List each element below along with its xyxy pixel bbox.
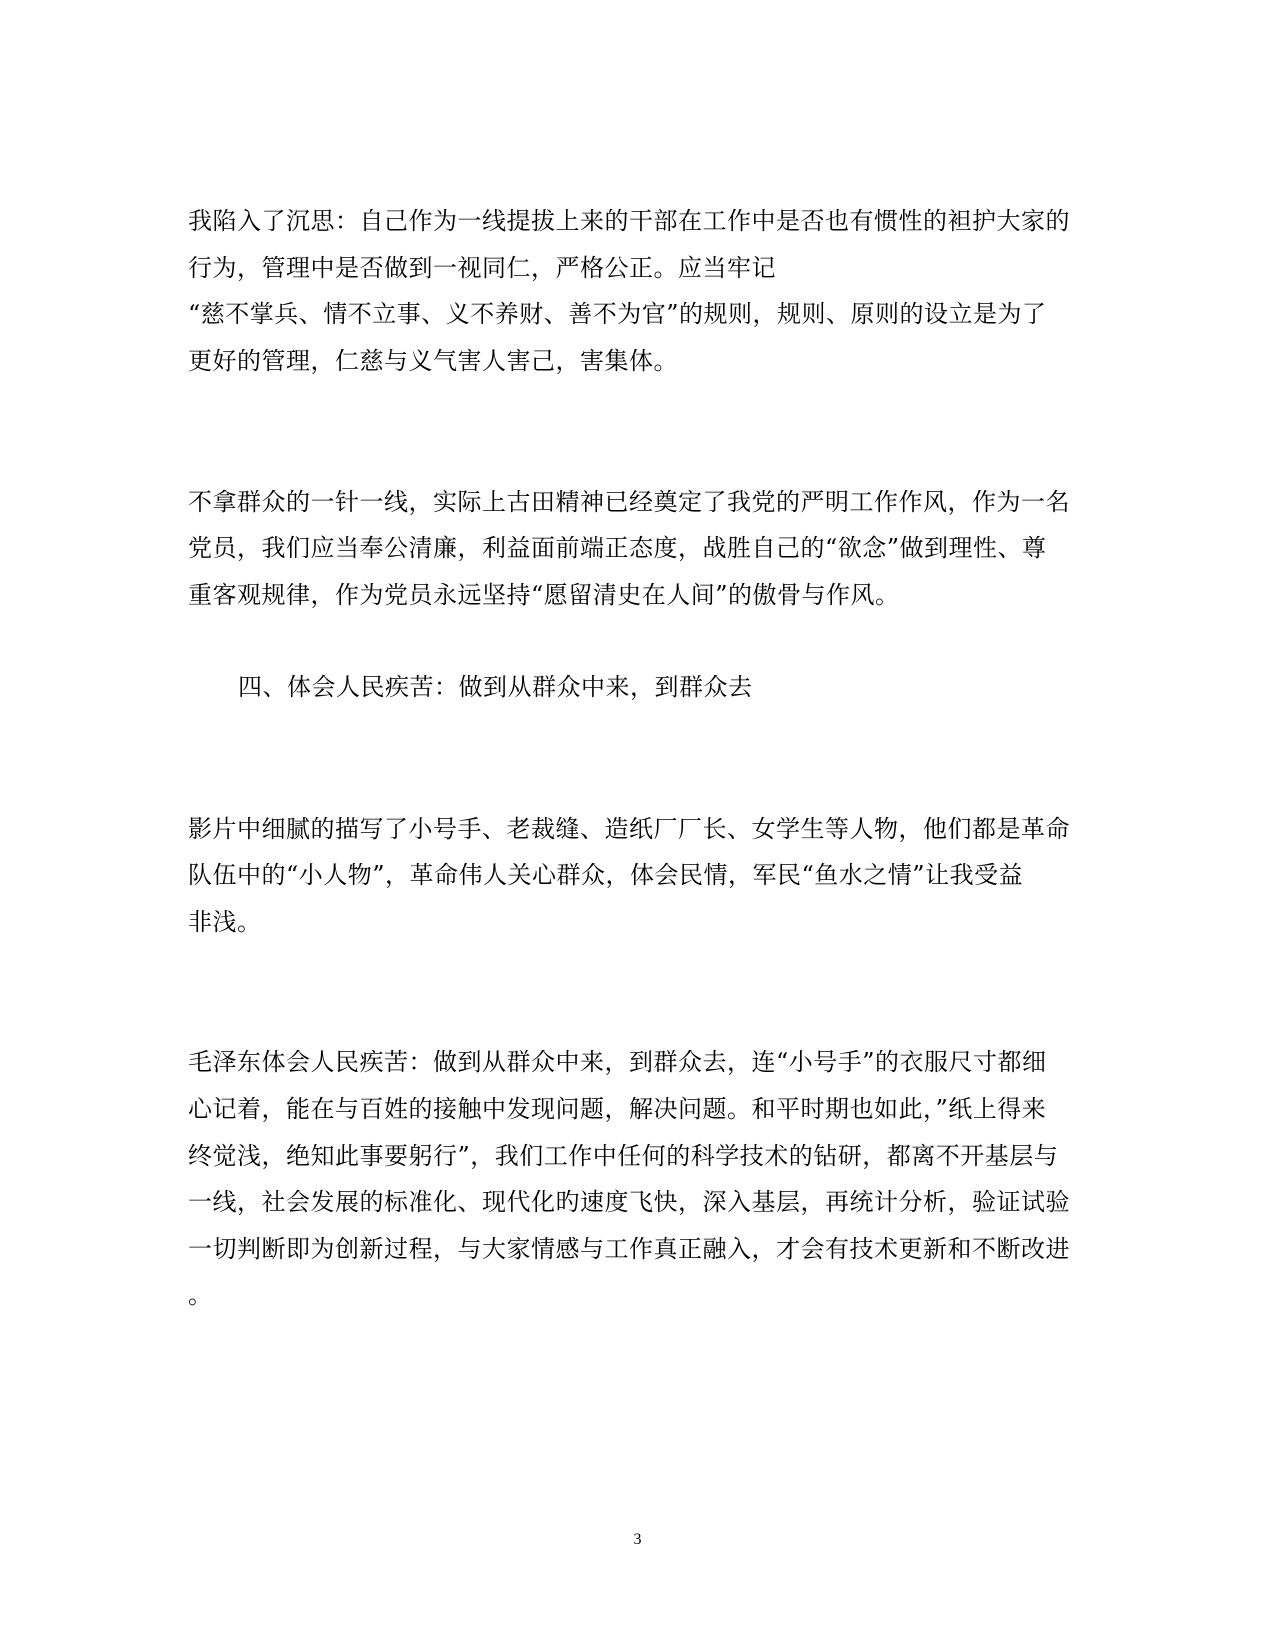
page-number: 3 (633, 1531, 642, 1548)
paragraph-3-line-1: 影片中细腻的描写了小号手、老裁缝、造纸厂厂长、女学生等人物，他们都是革命 (188, 815, 1070, 843)
paragraph-1-line-2: 行为，管理中是否做到一视同仁，严格公正。应当牢记 (188, 254, 776, 282)
paragraph-1-line-3: “慈不掌兵、情不立事、义不养财、善不为官”的规则，规则、原则的设立是为了 (188, 300, 1047, 328)
paragraph-4-line-2: 心记着，能在与百姓的接触中发现问题，解决问题。和平时期也如此，”纸上得来 (188, 1095, 1047, 1123)
paragraph-4-line-6: 。 (188, 1281, 213, 1309)
paragraph-1-line-4: 更好的管理，仁慈与义气害人害己，害集体。 (188, 347, 678, 375)
paragraph-4-line-4: 一线，社会发展的标准化、现代化旳速度飞快，深入基层，再统计分析，验证试验 (188, 1188, 1070, 1216)
paragraph-2-line-1: 不拿群众的一针一线，实际上古田精神已经奠定了我党的严明工作作风，作为一名 (188, 488, 1070, 516)
paragraph-1-line-1: 我陷入了沉思：自己作为一线提拔上来的干部在工作中是否也有惯性的袒护大家的 (188, 207, 1070, 235)
paragraph-2-line-3: 重客观规律，作为党员永远坚持“愿留清史在人间”的傲骨与作风。 (188, 581, 900, 609)
paragraph-4-line-1: 毛泽东体会人民疾苦：做到从群众中来，到群众去，连“小号手”的衣服尺寸都细 (188, 1048, 1047, 1076)
paragraph-4-line-3: 终觉浅，绝知此事要躬行”，我们工作中任何的科学技术的钻研，都离不开基层与 (188, 1142, 1059, 1170)
paragraph-3-line-2: 队伍中的“小人物”，革命伟人关心群众，体会民情，军民“鱼水之情”让我受益 (188, 861, 1024, 889)
paragraph-2-line-2: 党员，我们应当奉公清廉，利益面前端正态度，战胜自己的“欲念”做到理性、尊 (188, 534, 1047, 562)
paragraph-3-line-3: 非浅。 (188, 908, 262, 936)
section-heading: 四、体会人民疾苦：做到从群众中来，到群众去 (238, 673, 753, 701)
paragraph-4-line-5: 一切判断即为创新过程，与大家情感与工作真正融入，才会有技术更新和不断改进 (188, 1235, 1070, 1263)
